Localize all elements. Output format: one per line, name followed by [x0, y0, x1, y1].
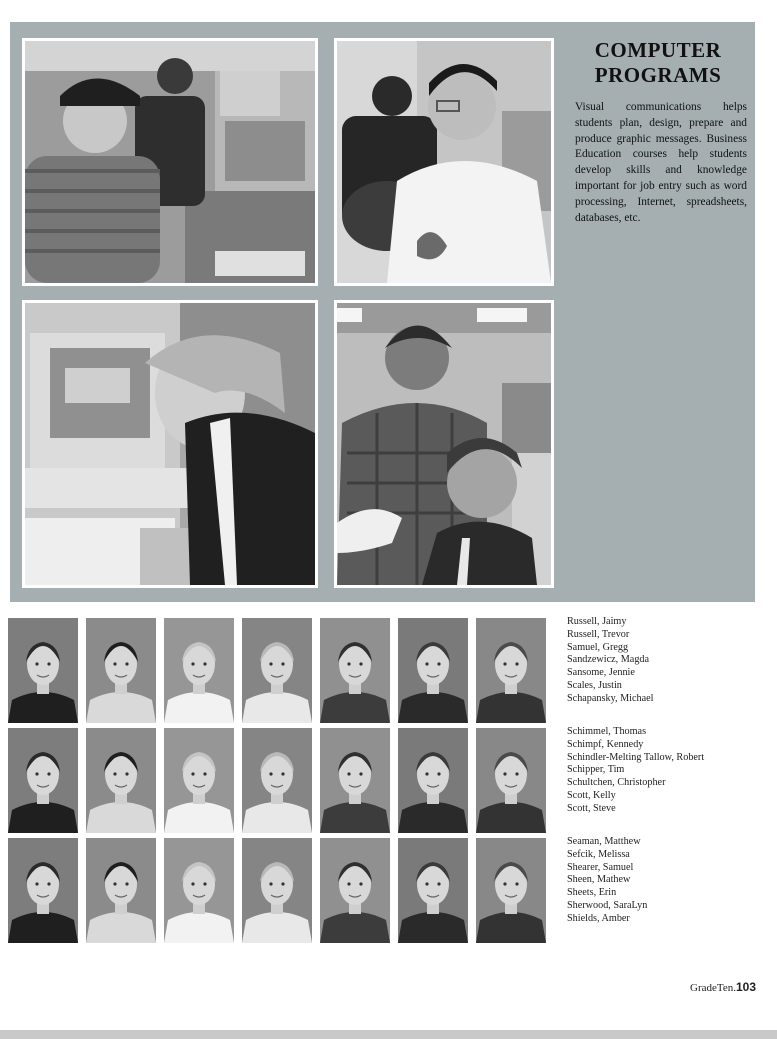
student-name: Schipper, Tim	[567, 764, 625, 776]
page-bottom-edge	[0, 1030, 777, 1039]
student-portrait	[242, 618, 312, 723]
student-name: Schindler-Melting Tallow, Robert	[567, 751, 705, 763]
student-portrait	[476, 618, 546, 723]
student-name: Shearer, Samuel	[567, 861, 634, 873]
article-body: Visual communications helps students plan, design, prepare and produce graphic messages. Business Education courses help students develop skills and knowledge important for job entry such as word processing, Internet, spreadsheets, databases, etc.	[575, 101, 747, 224]
page-number: 103	[735, 980, 756, 994]
student-portrait	[398, 618, 468, 723]
student-name: Scott, Steve	[567, 802, 616, 814]
student-portrait	[320, 728, 390, 833]
student-name: Sansome, Jennie	[567, 667, 635, 679]
student-portrait	[164, 618, 234, 723]
student-portrait	[164, 728, 234, 833]
page-footer	[690, 980, 756, 994]
student-name: Samuel, Gregg	[567, 641, 629, 653]
student-portrait	[320, 838, 390, 943]
photo-student-with-glasses	[334, 38, 554, 286]
section-title-line-1: COMPUTER	[594, 38, 722, 62]
photo-student-reading-screen	[22, 300, 318, 588]
student-portrait	[8, 618, 78, 723]
student-name: Sheets, Erin	[567, 887, 617, 899]
student-portrait	[8, 838, 78, 943]
student-name: Sandzewicz, Magda	[567, 654, 650, 666]
student-portrait	[86, 728, 156, 833]
student-portrait	[242, 728, 312, 833]
student-portrait	[86, 838, 156, 943]
student-name: Sefcik, Melissa	[567, 848, 630, 860]
name-list-row-2	[567, 726, 767, 816]
student-name: Schapansky, Michael	[567, 692, 654, 704]
student-name: Scott, Kelly	[567, 789, 616, 801]
photo-teacher-with-student	[334, 300, 554, 588]
section-title-line-2: PROGRAMS	[594, 63, 722, 87]
portrait-grid	[8, 618, 546, 946]
student-name: Sheen, Mathew	[567, 874, 631, 886]
student-name: Schimmel, Thomas	[567, 726, 647, 737]
student-portrait	[398, 838, 468, 943]
student-name: Seaman, Matthew	[567, 836, 641, 847]
student-portrait	[8, 728, 78, 833]
student-portrait	[86, 618, 156, 723]
student-portrait	[476, 838, 546, 943]
section-title	[568, 38, 748, 88]
name-list-row-1	[567, 616, 767, 706]
student-name: Schultchen, Christopher	[567, 777, 666, 789]
student-name: Russell, Jaimy	[567, 616, 627, 627]
student-name: Sherwood, SaraLyn	[567, 899, 648, 911]
student-name: Russell, Trevor	[567, 628, 630, 640]
student-portrait	[320, 618, 390, 723]
student-portrait	[164, 838, 234, 943]
page-top-margin	[0, 0, 777, 18]
photo-students-at-computers	[22, 38, 318, 286]
footer-section-label: GradeTen.	[690, 982, 736, 994]
student-name: Schimpf, Kennedy	[567, 738, 644, 750]
student-name: Scales, Justin	[567, 679, 622, 691]
student-portrait	[476, 728, 546, 833]
student-portrait	[242, 838, 312, 943]
student-name: Shields, Amber	[567, 912, 630, 924]
student-portrait	[398, 728, 468, 833]
name-list-row-3	[567, 836, 767, 926]
